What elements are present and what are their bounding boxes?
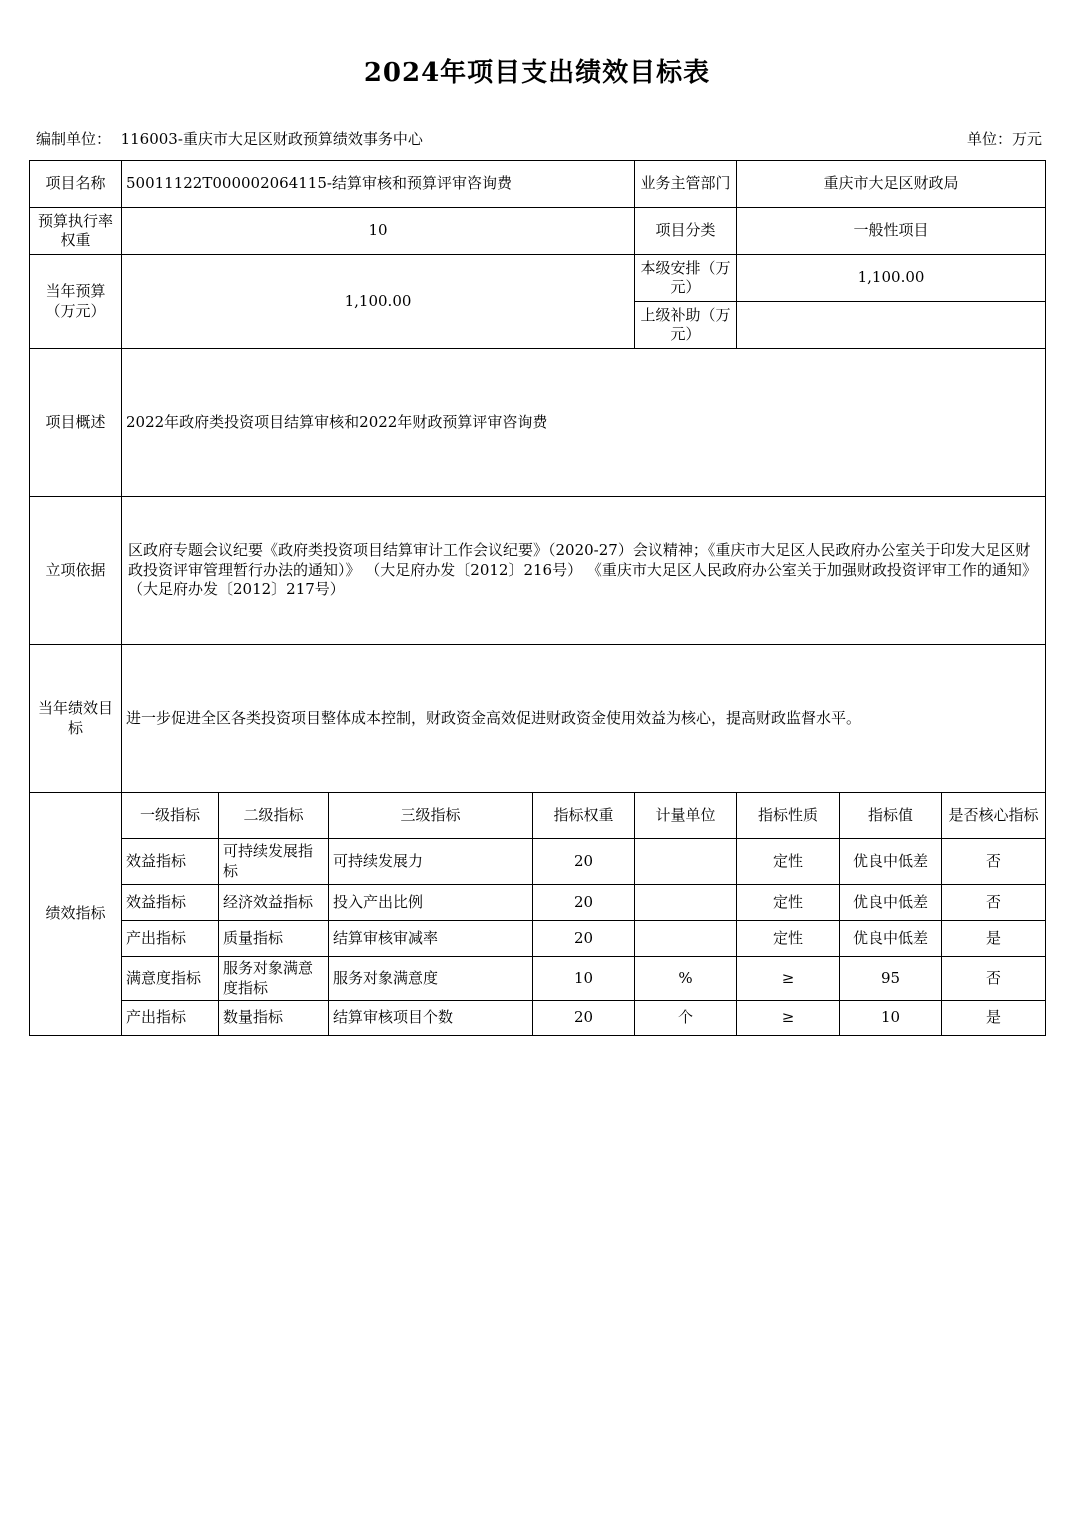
category-value: 一般性项目 [737,208,1046,255]
project-name-value: 50011122T000002064115-结算审核和预算评审咨询费 [122,161,635,208]
weight-cell: 10 [533,957,635,1001]
unit-cell: % [635,957,737,1001]
value-cell: 优良中低差 [840,885,942,921]
performance-target-table [29,160,1046,1036]
table-row [30,957,1046,1001]
header-cell: 是否核心指标 [942,793,1046,839]
level2-cell: 数量指标 [219,1001,329,1036]
upper-label: 上级补助（万元） [635,302,737,349]
table-row [30,885,1046,921]
core-cell: 否 [942,839,1046,885]
unit-cell [635,921,737,957]
currency-unit: 单位：万元 [966,130,1042,148]
core-cell: 否 [942,957,1046,1001]
exec-weight-value: 10 [122,208,635,255]
level3-cell: 服务对象满意度 [329,957,533,1001]
table-row [30,1001,1046,1036]
weight-cell: 20 [533,885,635,921]
nature-cell: 定性 [737,921,840,957]
core-cell: 是 [942,1001,1046,1036]
level3-cell: 投入产出比例 [329,885,533,921]
value-cell: 优良中低差 [840,921,942,957]
unit-cell [635,839,737,885]
upper-value [737,302,1046,349]
unit-cell [635,885,737,921]
exec-weight-label: 预算执行率权重 [30,208,122,255]
nature-cell: ≥ [737,957,840,1001]
level3-cell: 结算审核项目个数 [329,1001,533,1036]
perf-label: 绩效指标 [30,793,122,1036]
basis-value: 区政府专题会议纪要《政府类投资项目结算审计工作会议纪要》（2020-27）会议精神；《重庆市大足区人民政府办公室关于印发大足区财政投资评审管理暂行办法的通知）》 （大足府办发〔2012〕216号） 《重庆市大足区人民政府办公室关于加强财政投资评审工作的通知》（大足府办发〔2012〕217号） [122,497,1046,645]
level2-cell: 经济效益指标 [219,885,329,921]
header-cell: 指标值 [840,793,942,839]
budget-value: 1,100.00 [122,255,635,349]
header-cell: 计量单位 [635,793,737,839]
goal-label: 当年绩效目标 [30,645,122,793]
nature-cell: ≥ [737,1001,840,1036]
page-title: 2024年项目支出绩效目标表 [363,58,711,88]
level1-cell: 满意度指标 [122,957,219,1001]
compiling-unit-label: 编制单位： [36,130,112,148]
level3-cell: 结算审核审减率 [329,921,533,957]
table-row [30,839,1046,885]
dept-label: 业务主管部门 [635,161,737,208]
local-value: 1,100.00 [737,255,1046,302]
header-cell: 指标权重 [533,793,635,839]
value-cell: 优良中低差 [840,839,942,885]
dept-value: 重庆市大足区财政局 [737,161,1046,208]
overview-label: 项目概述 [30,349,122,497]
value-cell: 95 [840,957,942,1001]
level2-cell: 服务对象满意度指标 [219,957,329,1001]
level2-cell: 可持续发展指标 [219,839,329,885]
nature-cell: 定性 [737,885,840,921]
goal-value: 进一步促进全区各类投资项目整体成本控制，财政资金高效促进财政资金使用效益为核心，提高财政监督水平。 [122,645,1046,793]
compiling-unit [36,128,423,149]
header-cell: 三级指标 [329,793,533,839]
category-label: 项目分类 [635,208,737,255]
nature-cell: 定性 [737,839,840,885]
basis-label: 立项依据 [30,497,122,645]
level3-cell: 可持续发展力 [329,839,533,885]
unit-line [36,128,1042,148]
level1-cell: 效益指标 [122,885,219,921]
weight-cell: 20 [533,921,635,957]
project-name-label: 项目名称 [30,161,122,208]
level1-cell: 效益指标 [122,839,219,885]
unit-cell: 个 [635,1001,737,1036]
header-cell: 一级指标 [122,793,219,839]
level1-cell: 产出指标 [122,921,219,957]
overview-value: 2022年政府类投资项目结算审核和2022年财政预算评审咨询费 [122,349,1046,497]
weight-cell: 20 [533,1001,635,1036]
core-cell: 是 [942,921,1046,957]
level1-cell: 产出指标 [122,1001,219,1036]
table-row [30,921,1046,957]
local-label: 本级安排（万元） [635,255,737,302]
level2-cell: 质量指标 [219,921,329,957]
weight-cell: 20 [533,839,635,885]
value-cell: 10 [840,1001,942,1036]
header-cell: 二级指标 [219,793,329,839]
compiling-unit-name: 116003-重庆市大足区财政预算绩效事务中心 [120,130,423,148]
budget-label: 当年预算（万元） [30,255,122,349]
core-cell: 否 [942,885,1046,921]
header-cell: 指标性质 [737,793,840,839]
